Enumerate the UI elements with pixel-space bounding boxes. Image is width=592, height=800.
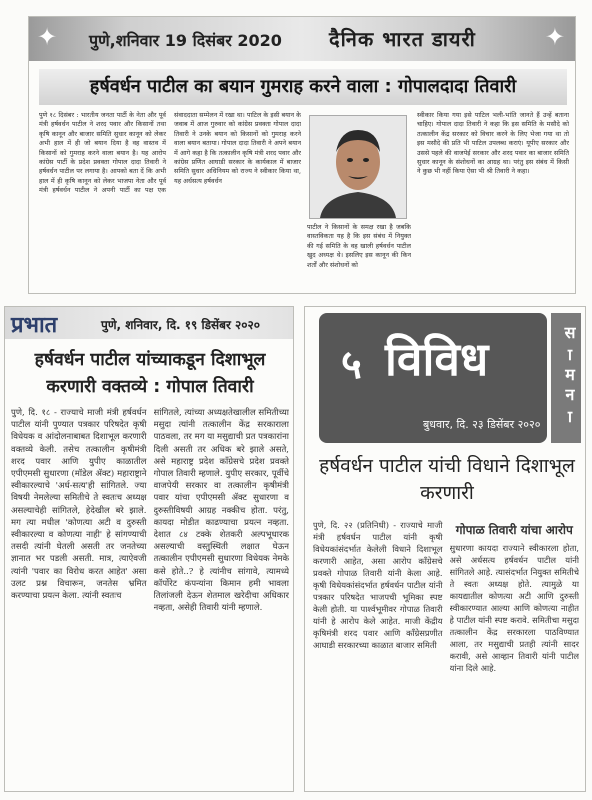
section-banner — [319, 313, 547, 443]
article-column-2 — [450, 519, 580, 789]
dateline: बुधवार, दि. २३ डिसेंबर २०२० — [423, 418, 541, 431]
clip-prabhat — [4, 306, 294, 792]
article-column-2: सांगितले, त्यांच्या अध्यक्षतेखालील समितीच्या मसुदा त्यांनी तत्कालीन केंद्र सरकाराला पाठवला, तर मग या मसुद्याची प्रत पत्रकारांना दिली असती तर अधिक बरे झाले असते, असे महाराष्ट्र प्रदेश काँग्रेसचे प्रदेश प्रवक्ते गोपाल तिवारी म्हणाले. युपीए सरकार, पूर्वीचे वाजपेयी सरकार वा तत्कालीन कृषीमंत्री पवार यांचा एपीएमसी ॲक्ट सुधारणा व दुरुस्तीविषयी आग्रह नक्कीच होता. परंतु, कायदा मोडीत काढण्याचा प्रयत्न नव्हता. देशात ८४ टक्के शेतकरी अल्पभूधारक असल्याची वस्तुस्थिती लक्षात घेऊन तत्कालीन एपीएमसी सुधारणा विधेयक नेमके कसे होते..? हे त्यांनीच सांगावे, त्यामध्ये कॉर्पोरेट कंपन्यांना किमान हमी भावला तिलांजली देऊन शेतमाल खरेदीचा अधिकार नव्हता, असेही तिवारी यांनी म्हणाले. — [153, 408, 289, 614]
article-column-2-text: सुधारणा कायदा राज्याने स्वीकारला होता, असे अर्धसत्य हर्षवर्धन पाटील यांनी सांगितले आहे. त्यासंदर्भात नियुक्त समितीचे ते स्वतः अध्यक्ष होते. त्यामुळे या कायद्यातील कोणत्या अटी आणि दुरुस्ती स्वीकारण्यात आल्या आणि कोणत्या नाहीत हे पाटील यांनी स्पष्ट करावे. समितीचा मसुदा तत्कालीन केंद्र सरकारला पाठविण्यात आला, तर मसुद्याची प्रतही त्यांनी सादर करावी, असे आव्हान तिवारी यांनी पाटील यांना दिले आहे. — [449, 543, 579, 673]
sparkle-icon: ✦ — [544, 23, 565, 51]
page-number: ५ — [341, 342, 362, 388]
article-column-1-text: पुणे, दि. २२ (प्रतिनिधी) - राज्याचे माजी मंत्री हर्षवर्धन पाटील यांनी कृषी विधेयकांसंदर्भात केलेली विधाने दिशाभूल करणारी आहेत, असा आरोप काँग्रेसचे प्रवक्ते गोपाळ तिवारी यांनी केला आहे. कृषी विधेयकांसंदर्भात हर्षवर्धन पाटील यांनी पत्रकार परिषदेत भाजपची भूमिका स्पष्ट केली होती. या पार्श्वभूमीवर गोपाळ तिवारी यांनी हे आरोप केले आहेत. माजी केंद्रीय कृषिमंत्री शरद पवार आणि काँग्रेसप्रणीत आघाडी सरकारच्या काळात बाजार समिती — [313, 520, 443, 650]
dateline: पुणे,शनिवार 19 दिसंबर 2020 — [89, 31, 282, 50]
clip-saamana — [304, 306, 586, 792]
newspaper-name: सामना — [560, 321, 579, 425]
portrait-photo — [309, 115, 407, 219]
section-title: विविध — [385, 332, 489, 386]
dateline: पुणे, शनिवार, दि. १९ डिसेंबर २०२० — [101, 318, 260, 332]
newspaper-name: दैनिक भारत डायरी — [329, 27, 476, 51]
article-text-center: पाटील ने किसानों के समक्ष रखा है जबकि वास्तविकता यह है कि इस संबंध में नियुक्त की गई समिति के वह खाली हर्षवर्धन पाटील खुद अध्यक्ष थे। इसलिए इस कानून की किन शर्तों और संशोधनों को — [307, 223, 411, 269]
subheadline: गोपाळ तिवारी यांचा आरोप — [455, 523, 573, 537]
article-text-left: पुणे १८ दिसंबर : भारतीय जनता पार्टी के नेता और पूर्व मंत्री हर्षवर्धन पाटील ने शरद पवार और किसानों तथा कृषि कानून और बाजार समिति सुधार कानून को लेकर अभी हाल में ही जो बयान दिया है वह वास्तव में किसानों को गुमराह करने वाला बयान है। यह आरोप कांग्रेस पार्टी के प्रदेश प्रवक्ता गोपाल दादा तिवारी ने हर्षवर्धन पाटील पर लगाया है। आपको बता दें कि अभी हाल में ही कृषि कानून को लेकर भाजपा नेता और पूर्व मंत्री हर्षवर्धन पाटील ने अपनी पार्टी का पक्ष एक संवाददाता सम्मेलन में रखा था। पाटिल के इसी बयान के जवाब में आज गुरुवार को कांग्रेस प्रवक्ता गोपाल दादा तिवारी ने उनके बयान को किसानों को गुमराह करने वाला बयान बताया। गोपाल दादा तिवारी ने अपने बयान में आगे कहा है कि तत्कालीन कृषि मंत्री शरद पवार और कांग्रेस प्रणित आघाडी सरकार के कार्यकाल में बाजार समिति सुधार अधिनियम को राज्य ने स्वीकार किया था, यह अर्धसत्य हर्षवर्धन — [39, 111, 301, 195]
headline: हर्षवर्धन पाटील यांच्याकडून दिशाभूल करणारी वक्तव्ये : गोपाल तिवारी — [34, 350, 266, 397]
masthead-strip — [551, 313, 581, 443]
article-column-1 — [313, 519, 443, 789]
newspaper-logo: प्रभात — [11, 313, 58, 338]
article-text-right: स्वीकार किया गया इसे पाटिल भली-भांति जानते हैं उन्हें बताना चाहिए। गोपाल दादा तिवारी ने कहा कि इस समिति के मसौदे को तत्कालीन केंद्र सरकार को विचार करने के लिए भेजा गया था तो इस मसौदे की प्रति भी पाटिल उपलब्ध कराएं। यूपीए सरकार और उससे पहले की वाजपेई सरकार और शरद पवार का बाजार समिति सुधार कानून के संशोधनों का आग्रह था। परंतु इस संबंध में किसी ने कुछ भी नहीं किया ऐसा भी श्री तिवारी ने कहा। — [417, 111, 569, 176]
article-column-1: पुणे, दि. १८ - राज्याचे माजी मंत्री हर्षवर्धन पाटील यांनी पुण्यात पत्रकार परिषदेत कृषी विधेयक व आंदोलनाबाबत दिशाभूल करणारी वक्तव्ये केली. तसेच तत्कालीन कृषीमंत्री शरद पवार आणि युपीए काळातील एपीएमसी सुधारणा (मॉडेल ॲक्ट) महाराष्ट्राने स्वीकारल्याचे 'अर्ध-सत्य'ही सांगितले. ज्या विषयी नेमलेल्या समितीचे ते स्वतःच अध्यक्ष असल्याचेही सांगितले, हेदेखील बरे झाले. मग त्या मधील 'कोणत्या अटी व दुरुस्ती स्वीकारल्या व कोणत्या नाही' हे सांगण्याची तसदी त्यांनी घेतली असती तर जनतेच्या ज्ञानात भर पडली असती. मात्र, त्याऐवजी त्यांनी 'पवार का विरोध करत आहेत' असा उलट प्रश्न विचारून, जनतेस भ्रमित करण्याचा प्रयत्न केला. त्यांनी स्वतःच — [11, 408, 147, 602]
article-body — [313, 519, 579, 789]
article-body — [11, 407, 289, 787]
sparkle-icon: ✦ — [37, 23, 58, 51]
clip-bharat-diary — [28, 16, 576, 294]
headline: हर्षवर्धन पाटील का बयान गुमराह करने वाला : गोपालदादा तिवारी — [39, 69, 567, 105]
headline: हर्षवर्धन पाटील यांची विधाने दिशाभूल करणारी — [319, 455, 575, 504]
